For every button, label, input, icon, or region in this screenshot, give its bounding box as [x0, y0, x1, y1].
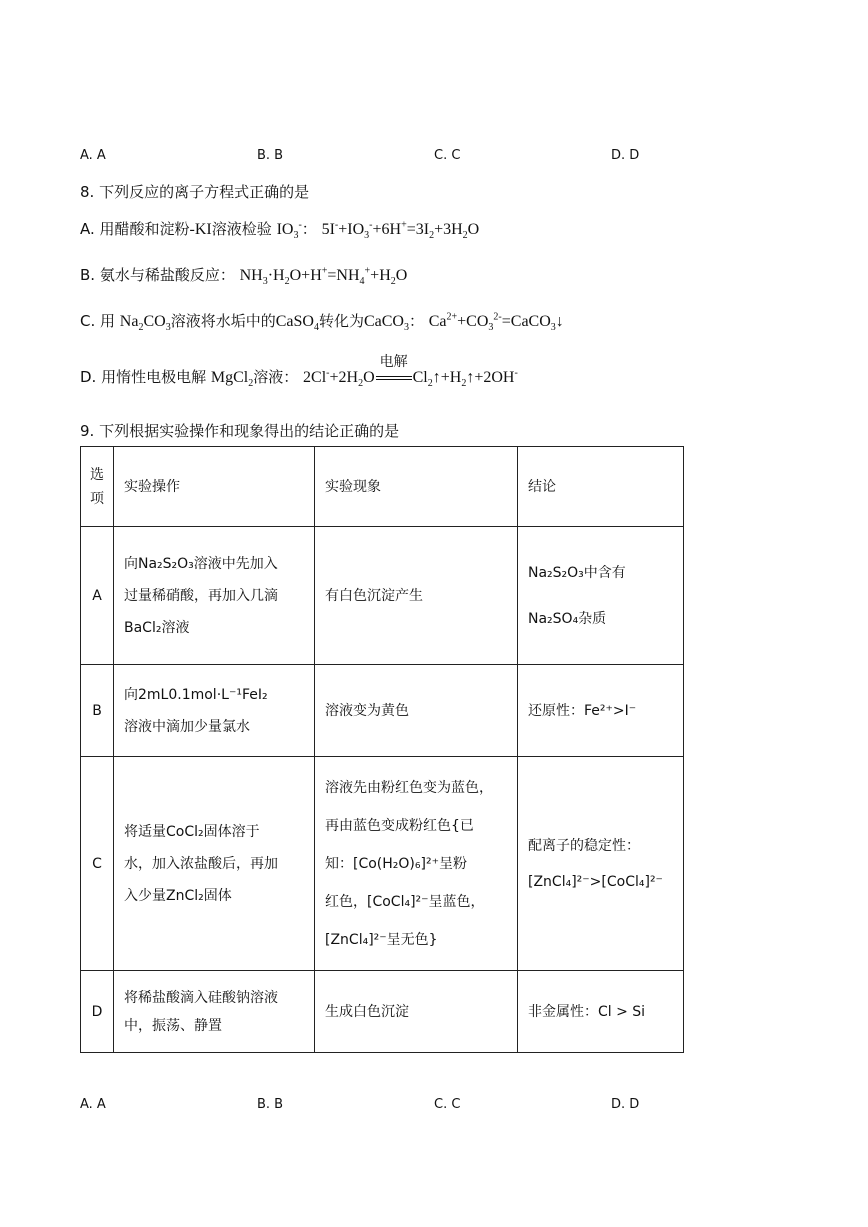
q8-a-label2: 溶液检验 [211, 220, 272, 238]
option-a[interactable]: A. A [80, 148, 106, 163]
q8-d-label: D. 用惰性电极电解 [80, 368, 207, 386]
q8-option-a[interactable]: A. 用醋酸和淀粉-KI溶液检验 $IO_3^-$： $5I^-+IO_3^-+6H^+=3I_2+3H_2O$ [80, 219, 480, 242]
row-option: A [81, 527, 114, 665]
row-operation: 向Na₂S₂O₃溶液中先加入 过量稀硝酸，再加入几滴 BaCl₂溶液 [114, 527, 315, 665]
q8-d-mgcl2: MgCl$_2$ [210, 369, 254, 390]
option-d[interactable]: D. D [611, 1097, 640, 1112]
experiment-table [80, 446, 684, 1053]
q9-title: 9. 下列根据实验操作和现象得出的结论正确的是 [80, 422, 400, 440]
header-conclusion: 结论 [518, 447, 684, 527]
q8-option-d[interactable] [80, 354, 518, 390]
q8-option-c[interactable]: C. 用 $Na_2CO_3$溶液将水垢中的CaSO$_4$转化为CaCO$_3$： $Ca^{2+}+CO_3^{2-}=CaCO_3↓$ [80, 311, 564, 334]
row-phenomenon: 溶液变为黄色 [315, 665, 518, 757]
q8-c-equation: $Ca^{2+}+CO_3^{2-}=CaCO_3↓$ [428, 311, 564, 334]
q8-title: 8. 下列反应的离子方程式正确的是 [80, 183, 310, 201]
q8-a-io3: $IO_3^-$ [276, 219, 302, 242]
q8-d-mid: 溶液： [253, 368, 299, 386]
row-option: C [81, 757, 114, 971]
q9-options [80, 1097, 680, 1117]
table-header-row [81, 447, 684, 527]
table-row [81, 665, 684, 757]
table-row [81, 971, 684, 1053]
row-operation: 向2mL0.1mol·L⁻¹FeI₂ 溶液中滴加少量氯水 [114, 665, 315, 757]
row-phenomenon: 有白色沉淀产生 [315, 527, 518, 665]
option-c[interactable]: C. C [434, 1097, 461, 1112]
q8-c-mid2: 转化为 [318, 312, 364, 330]
header-option: 选 项 [81, 447, 114, 527]
q8-b-equation: $NH_3\cdot H_2O+H^+=NH_4^++H_2O$ [239, 265, 408, 288]
option-b[interactable]: B. B [257, 1097, 284, 1112]
option-d[interactable]: D. D [611, 148, 640, 163]
q8-c-mid: 溶液将水垢中的 [170, 312, 276, 330]
row-conclusion: 还原性：Fe²⁺>I⁻ [518, 665, 684, 757]
row-phenomenon: 生成白色沉淀 [315, 971, 518, 1053]
q8-a-equation: $5I^-+IO_3^-+6H^+=3I_2+3H_2O$ [321, 219, 480, 242]
q8-a-ki: -KI [189, 221, 212, 238]
row-conclusion: 配离子的稳定性： [ZnCl₄]²⁻>[CoCl₄]²⁻ [518, 757, 684, 971]
header-phenomenon: 实验现象 [315, 447, 518, 527]
header-operation: 实验操作 [114, 447, 315, 527]
row-option: B [81, 665, 114, 757]
q8-d-equation: $2Cl^-+2H_2O$ 电解 $Cl_2↑+H_2↑+2OH^-$ [303, 369, 518, 386]
row-option: D [81, 971, 114, 1053]
row-phenomenon: 溶液先由粉红色变为蓝色， 再由蓝色变成粉红色{已 知：[Co(H₂O)₆]²⁺呈粉 红色，[CoCl₄]²⁻呈蓝色， [ZnCl₄]²⁻呈无色} [315, 757, 518, 971]
table-row [81, 527, 684, 665]
q8-b-label: B. 氨水与稀盐酸反应： [80, 266, 235, 284]
q7-options [80, 148, 680, 168]
electrolysis-label: 电解 [379, 354, 408, 370]
row-conclusion: Na₂S₂O₃中含有 Na₂SO₄杂质 [518, 527, 684, 665]
table-row [81, 757, 684, 971]
q8-option-b[interactable] [80, 264, 407, 287]
q8-c-na2co3: $Na_2CO_3$ [119, 313, 171, 334]
row-conclusion: 非金属性：Cl > Si [518, 971, 684, 1053]
q8-c-caso4: CaSO$_4$ [275, 313, 319, 334]
q8-a-label: A. 用醋酸和淀粉 [80, 220, 190, 238]
option-b[interactable]: B. B [257, 148, 284, 163]
option-c[interactable]: C. C [434, 148, 461, 163]
q8-c-caco3: CaCO$_3$ [363, 313, 409, 334]
row-operation: 将适量CoCl₂固体溶于 水，加入浓盐酸后，再加 入少量ZnCl₂固体 [114, 757, 315, 971]
q8-c-label: C. 用 [80, 312, 116, 330]
option-a[interactable]: A. A [80, 1097, 106, 1112]
row-operation: 将稀盐酸滴入硅酸钠溶液 中，振荡、静置 [114, 971, 315, 1053]
